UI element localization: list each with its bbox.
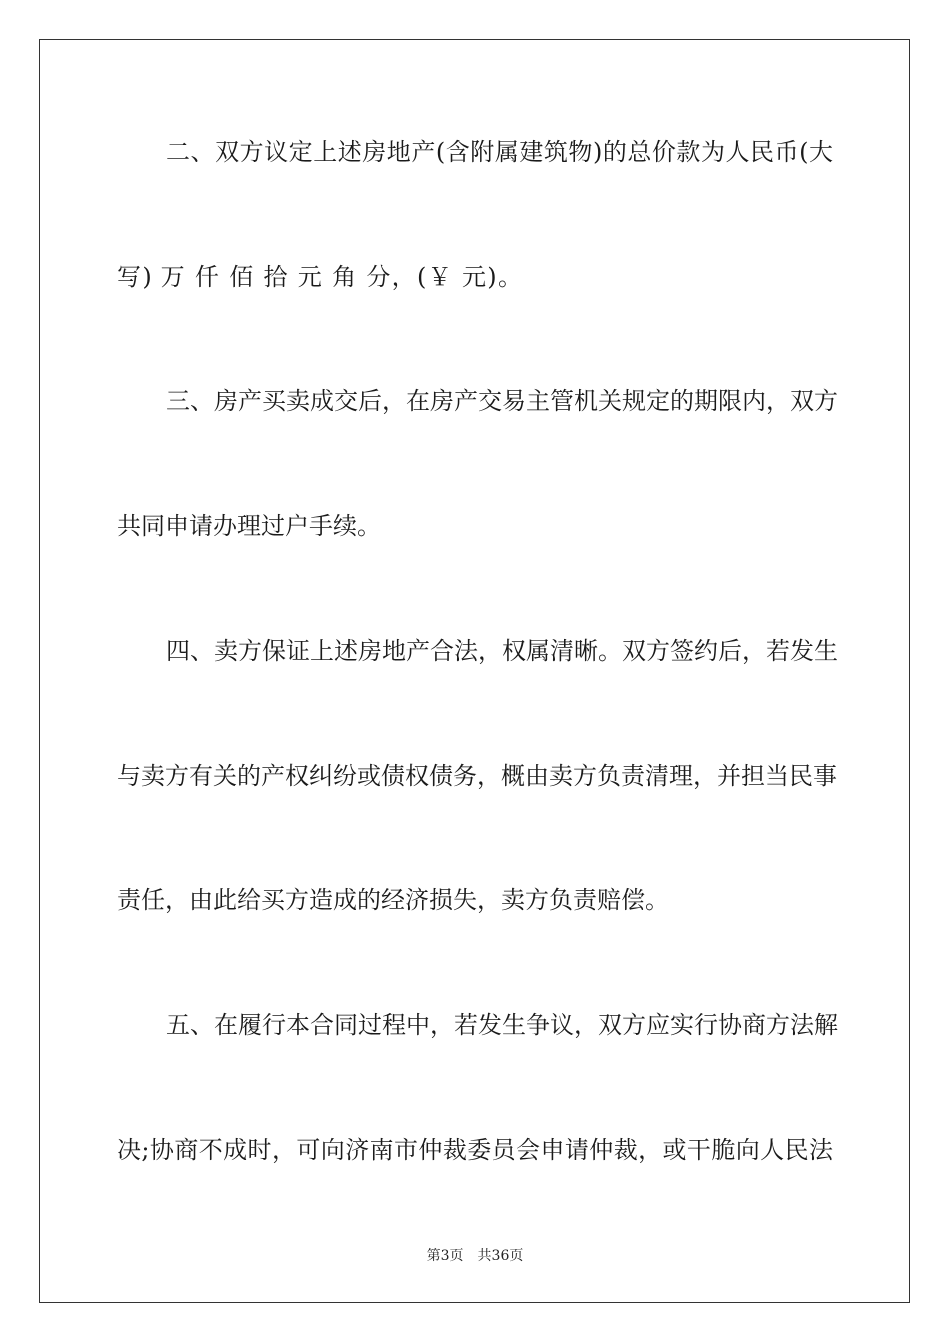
page-footer <box>0 1247 950 1265</box>
current-page-number: 第3页 <box>426 1248 464 1264</box>
total-page-count: 共36页 <box>477 1248 524 1264</box>
paragraph-4-line-1: 四、卖方保证上述房地产合法，权属清晰。双方签约后，若发生 <box>166 637 838 665</box>
paragraph-4-line-3: 责任，由此给买方造成的经济损失，卖方负责赔偿。 <box>117 886 669 914</box>
paragraph-5-line-2: 决;协商不成时，可向济南市仲裁委员会申请仲裁，或干脆向人民法 <box>117 1136 833 1164</box>
paragraph-2-line-2: 写) 万 仟 佰 拾 元 角 分，(￥ 元)。 <box>117 263 522 291</box>
page-border <box>39 39 910 1303</box>
paragraph-4-line-2: 与卖方有关的产权纠纷或债权债务，概由卖方负责清理，并担当民事 <box>117 762 837 790</box>
paragraph-2-line-1: 二、双方议定上述房地产(含附属建筑物)的总价款为人民币(大 <box>166 138 833 166</box>
paragraph-3-line-2: 共同申请办理过户手续。 <box>117 512 381 540</box>
paragraph-5-line-1: 五、在履行本合同过程中，若发生争议，双方应实行协商方法解 <box>166 1011 838 1039</box>
paragraph-3-line-1: 三、房产买卖成交后，在房产交易主管机关规定的期限内，双方 <box>166 387 838 415</box>
